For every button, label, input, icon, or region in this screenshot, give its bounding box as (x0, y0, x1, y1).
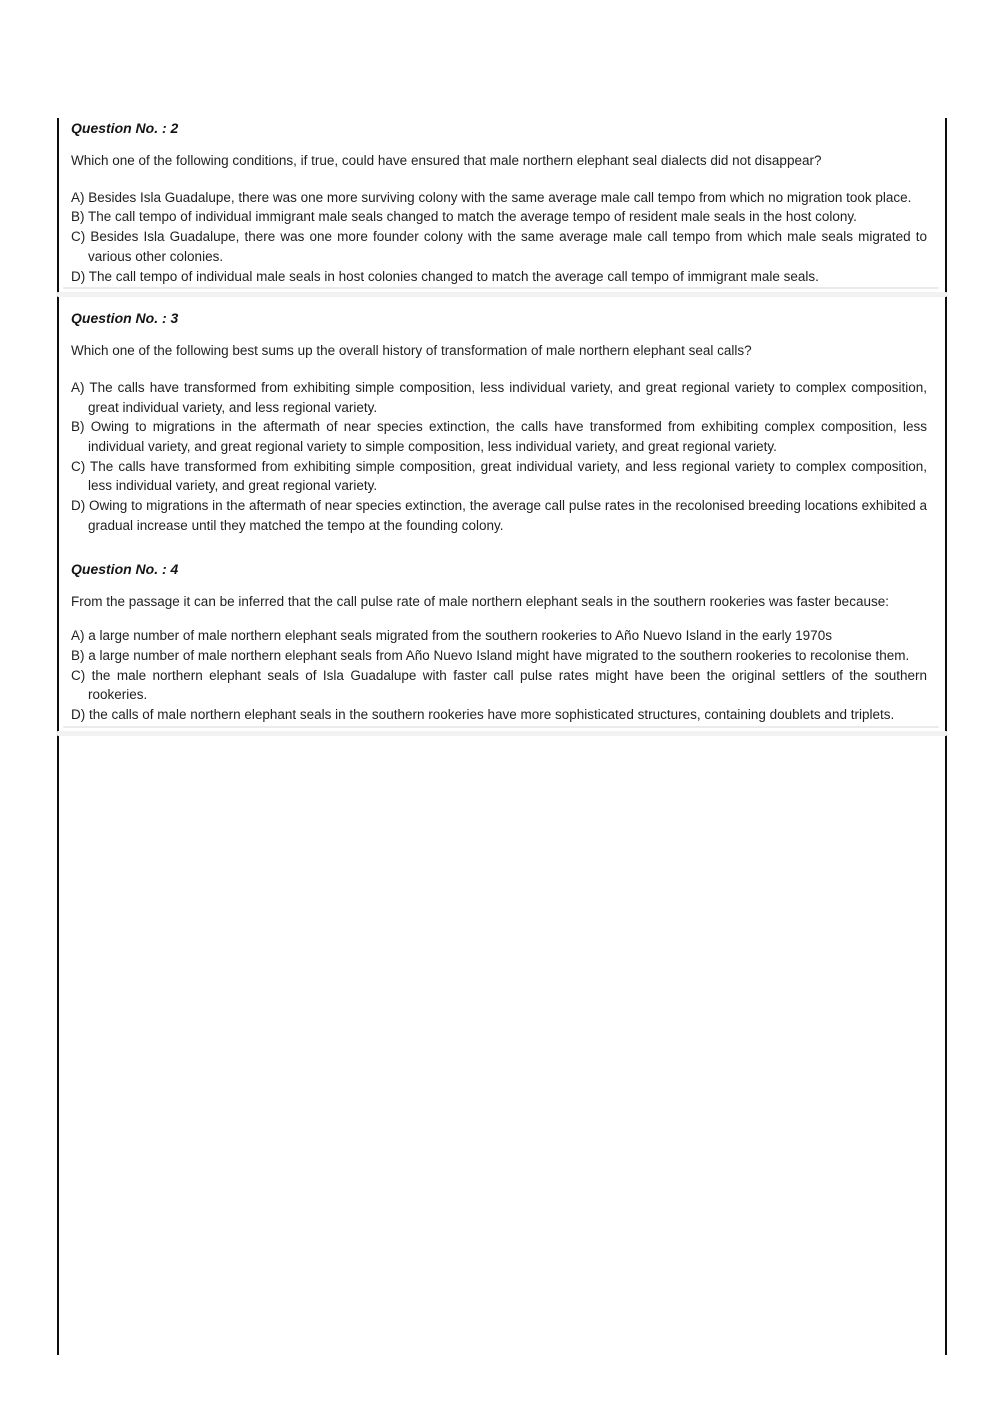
separator-band (56, 292, 948, 297)
option-label: D) (71, 498, 86, 514)
option-b (71, 207, 927, 227)
option-label: B) (71, 209, 85, 225)
option-a (71, 378, 927, 417)
option-label: D) (71, 268, 86, 284)
questions-panel (57, 118, 947, 1355)
option-label: D) (71, 707, 86, 723)
option-text: The calls have transformed from exhibiting simple composition, less individual variety, and great regional variety to complex composition, great individual variety, and less regional variety. (88, 379, 927, 415)
option-text: a large number of male northern elephant seals from Año Nuevo Island might have migrated to the southern rookeries to recolonise them. (88, 647, 910, 663)
question-stem: From the passage it can be inferred that the call pulse rate of male northern elephant seals in the southern rookeries was faster because: (71, 593, 889, 609)
option-text: The call tempo of individual immigrant male seals changed to match the average tempo of resident male seals in the host colony. (88, 209, 857, 225)
option-text: the male northern elephant seals of Isla Guadalupe with faster call pulse rates might have been the original settlers of the southern rookeries. (88, 667, 927, 703)
options-list (71, 378, 927, 536)
options-list (71, 188, 927, 287)
question-separator (59, 726, 945, 736)
question-heading: Question No. : 2 (71, 120, 179, 136)
option-text: Besides Isla Guadalupe, there was one more founder colony with the same average male call tempo from which male seals migrated to various other colonies. (88, 229, 927, 264)
option-label: A) (71, 189, 85, 205)
option-d (71, 705, 927, 725)
separator-line (63, 726, 939, 728)
option-text: The call tempo of individual male seals in host colonies changed to match the average call tempo of immigrant male seals. (88, 268, 819, 284)
option-label: B) (71, 647, 85, 663)
question-separator (59, 287, 945, 297)
question-heading: Question No. : 4 (71, 560, 179, 577)
question-stem: Which one of the following conditions, if true, could have ensured that male northern elephant seal dialects did not disappear? (71, 153, 822, 168)
option-c (71, 457, 927, 496)
option-a (71, 626, 927, 646)
option-a (71, 188, 927, 208)
option-text: the calls of male northern elephant seals in the southern rookeries have more sophisticated structures, containing doublets and triplets. (89, 707, 895, 723)
question-block-3 (59, 308, 945, 535)
option-b (71, 646, 927, 666)
option-text: a large number of male northern elephant seals migrated from the southern rookeries to Año Nuevo Island in the early 1970s (88, 628, 832, 644)
separator-line (63, 287, 939, 289)
option-label: C) (71, 458, 86, 474)
options-list (71, 626, 927, 725)
question-block-2 (59, 118, 945, 286)
option-c (71, 666, 927, 705)
separator-band (56, 731, 948, 736)
question-stem: Which one of the following best sums up the overall history of transformation of male northern elephant seal calls? (71, 343, 752, 359)
question-block-4 (59, 559, 945, 725)
option-c (71, 227, 927, 266)
option-text: The calls have transformed from exhibiting simple composition, great individual variety, and less regional variety to complex composition, less individual variety, and great regional variety. (88, 458, 927, 494)
option-text: Owing to migrations in the aftermath of near species extinction, the calls have transformed from exhibiting complex composition, less individual variety, and great regional variety to simple composition, less individual variety, and great regional variety. (88, 419, 927, 455)
option-text: Besides Isla Guadalupe, there was one more surviving colony with the same average male call tempo from which no migration took place. (88, 189, 912, 205)
option-b (71, 417, 927, 456)
option-label: A) (71, 628, 85, 644)
option-label: A) (71, 379, 85, 395)
option-label: C) (71, 229, 86, 245)
question-heading: Question No. : 3 (71, 310, 179, 327)
option-d (71, 496, 927, 535)
option-label: C) (71, 667, 86, 683)
option-label: B) (71, 419, 85, 435)
option-d (71, 267, 927, 287)
option-text: Owing to migrations in the aftermath of near species extinction, the average call pulse rates in the recolonised breeding locations exhibited a gradual increase until they matched the tempo at the founding colony. (88, 498, 927, 533)
